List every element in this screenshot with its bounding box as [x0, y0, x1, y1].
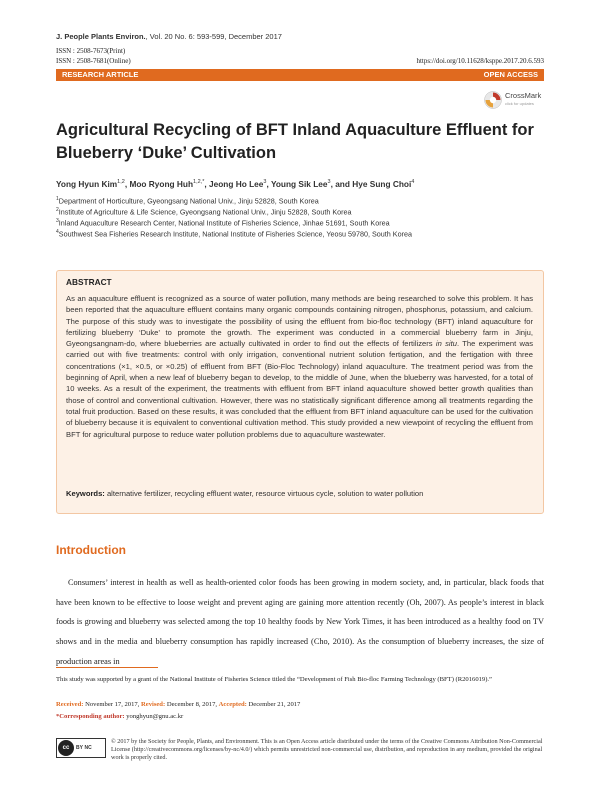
author-sup: 1,2: [117, 179, 125, 186]
affiliation-text: Southwest Sea Fisheries Research Institute, National Institute of Fisheries Science, Yeosu 59780, South Korea: [58, 229, 412, 239]
abstract-heading: ABSTRACT: [66, 277, 112, 287]
research-article-label: RESEARCH ARTICLE: [62, 70, 139, 79]
author-and: and: [335, 179, 350, 189]
doi-link[interactable]: https://doi.org/10.11628/ksppe.2017.20.6.593: [416, 57, 544, 65]
keywords-label: Keywords:: [66, 489, 105, 498]
accepted-label: Accepted:: [218, 701, 247, 708]
open-access-label: OPEN ACCESS: [483, 70, 538, 79]
revised-label: Revised:: [141, 701, 166, 708]
abstract-part-b: . The experiment was carried out with five treatments: control with only irrigation, conventional nutrient solution fertigation, and the fertigation with three concentrations (×1, ×0.5, or ×0.25) of effluent from BFT (Bio-Floc Technology) inland aquaculture. The treatment period was from the beginning of April, when a new leaf of blueberry began to develop, to the middle of June, when the blueberry was harvested, for a total of 10 weeks. As a result of the experiment, the treatments with effluent from BFT inland aquaculture showed better growth qualities than those of control and conventional cultivation. However, there was no statistically significant difference among all treatments regarding the total fruit production. Based on these results, it was concluded that the effluent from BFT inland aquaculture can be used for the cultivation of blueberry because it is equivalent to conventional cultivation method. This study provided a new viewpoint of recycling the effluent from BFT for agricultural purpose to reduce water pollution problems due to aquaculture wastewater.: [66, 339, 533, 439]
article-title: [56, 119, 544, 165]
dates-line: [56, 701, 300, 708]
keywords-list: alternative fertilizer, recycling effluent water, resource virtuous cycle, solution to water pollution: [106, 489, 424, 498]
corresponding-author: [56, 713, 183, 720]
affiliation-num: 1: [56, 196, 59, 202]
corresponding-email[interactable]: yonghyun@gnu.ac.kr: [126, 713, 184, 720]
cc-nc: NC: [84, 745, 92, 751]
received-label: Received:: [56, 701, 84, 708]
title-line-2: Blueberry ‘Duke’ Cultivation: [56, 144, 277, 162]
corresponding-label: *Corresponding author:: [56, 713, 125, 720]
revised-date: December 8, 2017,: [166, 701, 218, 708]
author: Jeong Ho Lee: [209, 179, 264, 189]
journal-citation: J. People Plants Environ., Vol. 20 No. 6: 593-599, December 2017: [56, 32, 282, 41]
author-sup: 3: [327, 179, 331, 186]
author-sup: 1,2,*: [193, 179, 205, 186]
affiliation-num: 2: [56, 207, 59, 213]
author-sup: 4: [411, 179, 415, 186]
journal-volume: Vol. 20 No. 6: 593-599, December 2017: [149, 32, 282, 41]
author: Moo Ryong Huh: [129, 179, 194, 189]
author-list: Yong Hyun Kim$^{1,2}$, Moo Ryong Huh$^{1,2,*}$, Jeong Ho Lee$^3$, Young Sik Lee$^3$, and Hye Sung Choi$^4$: [56, 179, 415, 189]
crossmark-badge[interactable]: [484, 86, 544, 114]
journal-name: J. People Plants Environ.: [56, 32, 146, 41]
abstract-part-a: As an aquaculture effluent is recognized as a source of water pollution, many methods are being researched to solve this problem. It has been reported that the aquaculture effluent contains many organic compounds containing nitrogen, phosphorus, potassium, and calcium. The purpose of this study was to investigate the possibility of using the effluent from bio-floc technology (BFT) inland aquaculture for fertilizing blueberry ‘Duke’ to promote the growth. The experiment was conducted in a commercial blueberry farm in Jinju, Gyeongsangnam-do, where blueberries are actually cultivated in order to find out the effects of fertilizers: [66, 294, 533, 349]
cc-by: BY: [76, 745, 83, 751]
author: Hye Sung Choi: [352, 179, 412, 189]
received-date: November 17, 2017,: [85, 701, 140, 708]
abstract-italic: in situ: [435, 339, 457, 349]
license-block: [56, 738, 544, 762]
affiliation: [56, 196, 319, 205]
title-line-1: Agricultural Recycling of BFT Inland Aquaculture Effluent for: [56, 121, 534, 139]
issn-online: ISSN : 2508-7681(Online): [56, 57, 131, 65]
affiliation-text: Inland Aquaculture Research Center, National Institute of Fisheries Science, Jinhae 51691, South Korea: [58, 218, 390, 228]
crossmark-sub: click for updates: [505, 101, 534, 106]
abstract-text: [66, 293, 533, 440]
crossmark-label: CrossMark: [505, 91, 542, 100]
affiliation: [56, 218, 390, 227]
cc-license-icon[interactable]: [56, 738, 106, 758]
introduction-text: Consumers’ interest in health as well as health-oriented color foods has been growing in modern society, and, in particular, black foods that have been known to be effective to loose weight and prevent aging are gaining more attention recently (Oh, 2007). As people’s interest in black foods is growing and blueberry was selected among the top 10 healthy foods by New York Times, it has been introduced as a healthy food on TV shows and in the media and blueberry consumption has rapidly increased (Cho, 2010). As the consumption of blueberry increases, the size of production areas in: [56, 578, 544, 666]
keywords: [66, 489, 533, 498]
author: Young Sik Lee: [270, 179, 328, 189]
affiliation-text: Institute of Agriculture & Life Science, Gyeongsang National Univ., Jinju 52828, South Korea: [58, 207, 352, 217]
introduction-heading: Introduction: [56, 543, 126, 557]
issn-print: ISSN : 2508-7673(Print): [56, 47, 126, 55]
footnote-rule: [56, 667, 158, 668]
author-sup: 3: [263, 179, 267, 186]
affiliation: [56, 229, 412, 238]
crossmark-icon: [484, 91, 502, 109]
author: Yong Hyun Kim: [56, 179, 118, 189]
article-type-bar: [56, 69, 544, 81]
affiliation: [56, 207, 352, 216]
affiliation-num: 4: [56, 229, 59, 235]
license-text: © 2017 by the Society for People, Plants, and Environment. This is an Open Access article distributed under the terms of the Creative Commons Attribution Non-Commercial License (http://creativecommons.org/licenses/by-nc/4.0/) which permits unrestricted non-commercial use, distribution, and reproduction in any medium, provided the original work is properly cited.: [111, 738, 543, 761]
accepted-date: December 21, 2017: [248, 701, 301, 708]
affiliation-num: 3: [56, 218, 59, 224]
funding-note: This study was supported by a grant of the National Institute of Fisheries Science titled the “Development of Fish Bio-floc Farming Technology (BFT) (R2016019).”: [56, 676, 492, 683]
affiliation-text: Department of Horticulture, Gyeongsang National Univ., Jinju 52828, South Korea: [58, 196, 319, 206]
cc-badge: cc: [58, 740, 74, 756]
